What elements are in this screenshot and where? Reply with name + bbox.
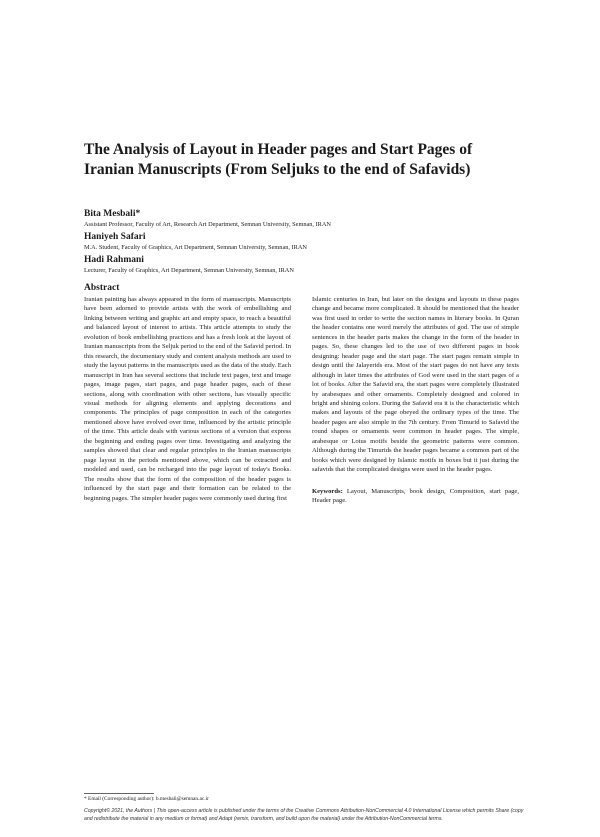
author-list	[84, 208, 524, 277]
author-affiliation: M.A. Student, Faculty of Graphics, Art Department, Semnan University, Semnan, IRAN	[84, 244, 307, 251]
abstract-heading: Abstract	[84, 283, 120, 293]
footnote-divider	[84, 793, 154, 794]
author-name: Bita Mesbali*	[84, 209, 141, 219]
paper-title: The Analysis of Layout in Header pages and Start Pages of Iranian Manuscripts (From Seljuks to the end of Safavids)	[84, 141, 473, 178]
keywords-list: Layout, Manuscripts, book design, Composition, start page, Header page.	[312, 487, 519, 505]
author-name: Hadi Rahmani	[84, 255, 144, 265]
author-2	[84, 231, 524, 252]
keywords	[312, 487, 519, 506]
keywords-label: Keywords:	[312, 487, 343, 495]
author-3	[84, 254, 524, 275]
abstract-column-left	[84, 295, 291, 503]
author-1	[84, 208, 524, 229]
corresponding-author-footnote: * Email (Corresponding author): b.mesbali@semnan.ac.ir	[84, 796, 209, 802]
abstract-text-right: Islamic centuries in Iran, but later on the designs and layouts in these pages change and became more complicated. It should be mentioned that the header was first used in order to write the section names in literary books. In Quran the header contains one word merely the attributes of god. The use of simple sentences in the header parts makes the change in the form of the header in pages. So, these changes led to the use of two different pages in book designing: header page and the start page. The start pages remain simple in design until the Jalayerids era. Most of the start pages do not have any texts although in later times the attributes of God were used in the start pages of a lot of books. After the Safavid era, the start pages were completely illustrated by arabesques and other ornaments. Completely designed and colored in bright and shining colors. During the Safavid era it is the characteristic which makes and layouts of the page obeyed the ordinary types of the time. The header pages are also simple in the 7th century. From Timurid to Safavid the round shapes or ornaments were common in header pages. The simple, arabesque or Lotus motifs beside the geometric patterns were common. Although during the Timurids the header pages became a common part of the books which were designed by Islamic motifs in boxes but it just during the safavids that the complicated designs were used in the header pages.	[312, 296, 519, 474]
author-affiliation: Lecturer, Faculty of Graphics, Art Department, Semnan University, Semnan, IRAN	[84, 267, 294, 274]
author-affiliation: Assistant Professor, Faculty of Art, Research Art Department, Semnan University, Semnan, IRAN	[84, 221, 331, 228]
author-name: Haniyeh Safari	[84, 232, 146, 242]
abstract-text-left: Iranian painting has always appeared in the form of manuscripts. Manuscripts have been adorned to provide artists with the work of embellishing and linking between writing and graphic art and empty space, to reach a beautiful and balanced layout of interest to artists. This article attempts to study the evolution of book embellishing practices and has a fresh look at the layout of Iranian manuscripts from the Seljuk period to the end of the Safavid period. In this research, the documentary study and content analysis methods are used to study the layout patterns in the manuscripts used as the data of the study. Each manuscript in Iran has several sections that include text pages, text and image pages, image pages, start pages, and page header pages, each of these sections, along with coordination with other sections, has visually specific visual methods for aligning elements and applying decorations and components. The principles of page composition in each of the categories mentioned above have evolved over time, influenced by the artistic principle of the time. This article deals with various sections of a version that express the beginning and ending pages over time. Investigating and analyzing the samples showed that clear and regular principles in the Iranian manuscripts page layout in the periods mentioned above, which can be extracted and modeled and used, can be recharged into the page layout of today's Books. The results show that the form of the composition of the header pages is influenced by the start page and their formation can be related to the beginning pages. The simpler header pages were commonly used during first	[84, 296, 291, 502]
copyright-notice: Copyright© 2021, the Authors | This open-access article is published under the terms of the Creative Commons Attribution-NonCommercial 4.0 International License which permits Share (copy and redistribute the material in any medium or format) and Adapt (remix, transform, and build upon the material) under the Attribution-NonCommercial terms.	[84, 808, 524, 822]
abstract-column-right	[312, 295, 519, 506]
